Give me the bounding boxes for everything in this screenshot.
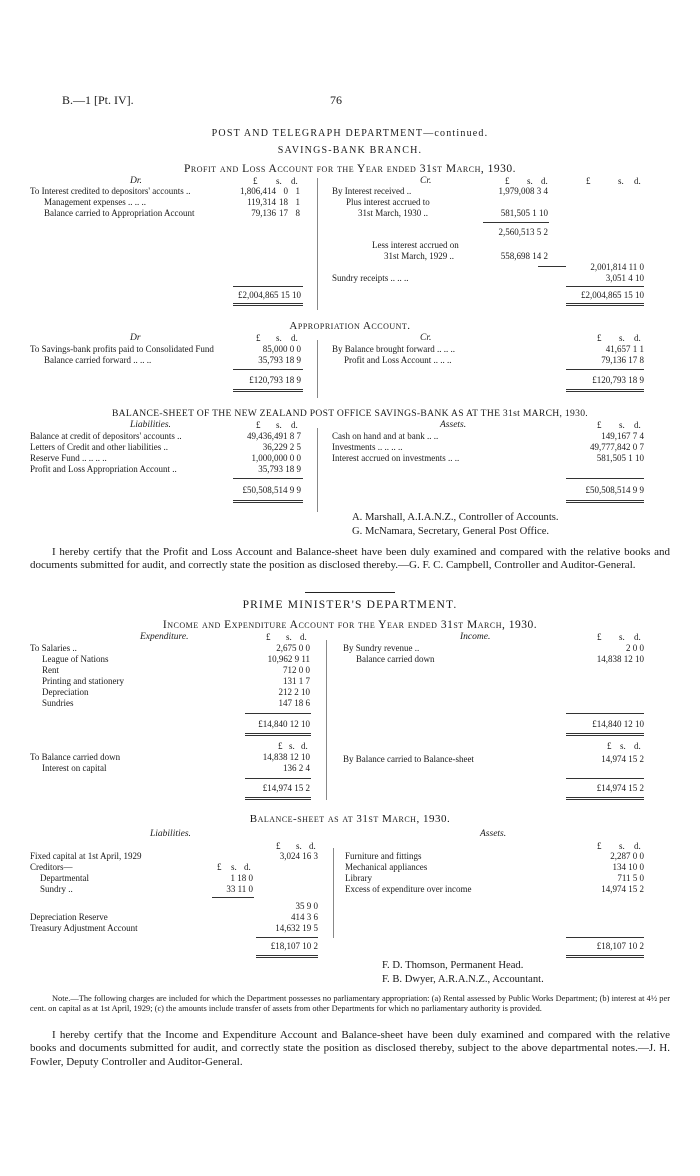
bs-left-label-3: Profit and Loss Appropriation Account .. [30, 464, 177, 474]
pm-cr-l-hdr: £ [217, 862, 222, 872]
inc2-l-hdr: £ [607, 741, 612, 751]
pm-sundry-amt: 33 11 0 [226, 884, 253, 894]
inc-amt-1: 14,838 12 10 [596, 654, 644, 664]
app-left-total: £120,793 18 9 [249, 375, 301, 385]
pl-left-s-0: 0 [283, 186, 288, 196]
bs-l-hdr-r: £ [597, 420, 602, 430]
exp-label-2: Rent [42, 665, 59, 675]
certification-post: I hereby certify that the Profit and Loss Account and Balance-sheet have been duly examined and compared with the relative books and documents submitted for audit, and correctly state the position as disclosed thereby.—G. F. C. Campbell, Controller and Auditor-General. [30, 546, 670, 572]
ie-l-hdr-r: £ [597, 632, 602, 642]
app-left-label-0: To Savings-bank profits paid to Consolidated Fund [30, 344, 214, 354]
app-title: Appropriation Account. [289, 320, 411, 332]
bs-d-hdr-r: d. [634, 420, 641, 430]
pl-left-label-0: To Interest credited to depositors' accounts .. [30, 186, 191, 196]
page-number: 76 [330, 93, 342, 107]
pl-s-hdr: s. [276, 176, 282, 186]
bs-left-amt-1: 36,229 2 5 [262, 442, 301, 452]
pl-l-hdr-r2: £ [586, 176, 591, 186]
app-cr-hdr: Cr. [420, 333, 432, 343]
bs-s-hdr: s. [276, 420, 282, 430]
inc2-label: By Balance carried to Balance-sheet [343, 754, 474, 764]
pl-left-l-2: 79,136 [251, 208, 276, 218]
exp-amt-5: 147 18 6 [278, 698, 310, 708]
branch-title: SAVINGS-BANK BRANCH. [277, 145, 423, 156]
pl-left-s-1: 18 [279, 197, 288, 207]
pm-fixed-amt: 3,024 16 3 [279, 851, 318, 861]
bs-left-total: £50,508,514 9 9 [242, 485, 301, 495]
exp2-total: £14,974 15 2 [262, 783, 310, 793]
pl-left-d-0: 1 [295, 186, 300, 196]
pl-right-interest: By Interest received .. [332, 186, 412, 196]
exp2-amt-0: 14,838 12 10 [262, 752, 310, 762]
bs-left-amt-3: 35,793 18 9 [258, 464, 301, 474]
bs-right-amt-0: 149,167 7 4 [601, 431, 644, 441]
pl-title: Profit and Loss Account for the Year ended 31st March, 1930. [184, 163, 516, 175]
exp-amt-2: 712 0 0 [283, 665, 310, 675]
ie-s-hdr-r: s. [619, 632, 625, 642]
inc2-s-hdr: s. [620, 741, 626, 751]
signature-marshall: A. Marshall, A.I.A.N.Z., Controller of Accounts. [352, 512, 559, 523]
ie-s-hdr: s. [286, 632, 292, 642]
ie-l-hdr: £ [266, 632, 271, 642]
pm-dep-amt: 414 3 6 [291, 912, 318, 922]
bs-assets-hdr: Assets. [440, 420, 467, 430]
pm-liab-hdr: Liabilities. [150, 829, 191, 839]
pl-right-less-amt: 558,698 14 2 [500, 251, 548, 261]
exp-amt-3: 131 1 7 [283, 676, 310, 686]
bs-right-label-0: Cash on hand and at bank .. .. [332, 431, 439, 441]
pm-asset-amt-1: 134 10 0 [612, 862, 644, 872]
app-right-label-1: Profit and Loss Account .. .. .. [344, 355, 452, 365]
pm-asset-label-1: Mechanical appliances [345, 862, 428, 872]
pm-treas-amt: 14,632 19 5 [275, 923, 318, 933]
pl-right-interest-amt: 1,979,008 3 4 [498, 186, 548, 196]
app-d-hdr-r: d. [634, 333, 641, 343]
pm-cr-d-hdr: d. [244, 862, 251, 872]
app-right-total: £120,793 18 9 [592, 375, 644, 385]
pm-asset-label-0: Furniture and fittings [345, 851, 422, 861]
pl-right-plus-amt: 581,505 1 10 [500, 208, 548, 218]
pl-right-sundry: Sundry receipts .. .. .. [332, 273, 409, 283]
pm-assets-total: £18,107 10 2 [596, 941, 644, 951]
app-right-amt-0: 41,657 1 1 [605, 344, 644, 354]
app-l-hdr-r: £ [597, 333, 602, 343]
exp2-amt-1: 136 2 4 [283, 763, 310, 773]
pl-left-d-1: 1 [295, 197, 300, 207]
bs-liab-hdr: Liabilities. [130, 420, 171, 430]
bs-left-amt-2: 1,000,000 0 0 [251, 453, 301, 463]
bs-left-label-1: Letters of Credit and other liabilities .. [30, 442, 168, 452]
pl-right-less1: Less interest accrued on [372, 240, 459, 250]
ie2-s-hdr: s. [289, 741, 295, 751]
pl-s-hdr-r1: s. [527, 176, 533, 186]
pl-l-hdr-r1: £ [505, 176, 510, 186]
pl-left-l-1: 119,314 [247, 197, 276, 207]
pl-right-plus2: 31st March, 1930 .. [358, 208, 428, 218]
pl-left-total: £2,004,865 15 10 [238, 290, 301, 300]
app-dr-hdr: Dr [130, 333, 141, 343]
dept-title-post: POST AND TELEGRAPH DEPARTMENT—continued. [211, 128, 489, 139]
bs-d-hdr: d. [291, 420, 298, 430]
pm-bs-d-hdr: d. [309, 841, 316, 851]
pm-asset-label-3: Excess of expenditure over income [345, 884, 472, 894]
departmental-note: Note.—The following charges are included for which the Department possesses no parliamentary appropriation: (a) Rental assessed by Public Works Department; (b) interest at 4½ per cent. on capital as at 1st April, 1929; (c) the amounts include transfer of assets from other Departments for which no parliamentary authority is provided. [30, 994, 670, 1013]
signature-mcnamara: G. McNamara, Secretary, General Post Office. [352, 526, 550, 537]
pl-right-sub-amt: 2,560,513 5 2 [498, 227, 548, 237]
app-left-amt-0: 85,000 0 0 [262, 344, 301, 354]
bs-title: BALANCE-SHEET OF THE NEW ZEALAND POST OFFICE SAVINGS-BANK AS AT THE 31st MARCH, 1930. [111, 408, 588, 419]
exp2-label-0: To Balance carried down [30, 752, 121, 762]
inc2-d-hdr: d. [634, 741, 641, 751]
exp-amt-4: 212 2 10 [278, 687, 310, 697]
certification-pm: I hereby certify that the Income and Expenditure Account and Balance-sheet have been duly examined and compared with the relative books and documents submitted for audit, and correctly state the position as disclosed thereby, subject to the above departmental notes.—J. H. Fowler, Deputy Controller and Auditor-General. [30, 1029, 670, 1068]
pm-bs-l-hdr-r: £ [597, 841, 602, 851]
exp-amt-1: 10,962 9 11 [267, 654, 310, 664]
exp-label-4: Depreciation [42, 687, 89, 697]
exp-hdr: Expenditure. [140, 632, 189, 642]
pl-dr-header: Dr. [130, 176, 142, 186]
inc-amt-0: 2 0 0 [626, 643, 644, 653]
pm-asset-amt-0: 2,287 0 0 [610, 851, 644, 861]
app-left-amt-1: 35,793 18 9 [258, 355, 301, 365]
pm-cred-sum: 35 9 0 [295, 901, 318, 911]
bs-left-amt-0: 49,436,491 8 7 [247, 431, 301, 441]
pl-right-net-amt: 2,001,814 11 0 [590, 262, 644, 272]
pm-treasury: Treasury Adjustment Account [30, 923, 138, 933]
pl-right-total: £2,004,865 15 10 [581, 290, 644, 300]
bs-left-label-2: Reserve Fund .. .. .. .. [30, 453, 107, 463]
exp-total: £14,840 12 10 [258, 719, 310, 729]
pm-liab-total: £18,107 10 2 [270, 941, 318, 951]
pl-s-hdr-r2: s. [618, 176, 624, 186]
pl-left-label-1: Management expenses .. .. .. [44, 197, 146, 207]
pl-d-hdr: d. [291, 176, 298, 186]
pm-sundry: Sundry .. [40, 884, 73, 894]
pl-left-l-0: 1,806,414 [240, 186, 276, 196]
bs-l-hdr: £ [256, 420, 261, 430]
page-reference: B.—1 [Pt. IV]. [62, 93, 134, 107]
exp-label-1: League of Nations [42, 654, 109, 664]
pm-bs-s-hdr-r: s. [619, 841, 625, 851]
pm-bs-d-hdr-r: d. [634, 841, 641, 851]
pm-bs-s-hdr: s. [296, 841, 302, 851]
signature-dwyer: F. B. Dwyer, A.R.A.N.Z., Accountant. [382, 974, 544, 985]
pl-left-s-2: 17 [279, 208, 288, 218]
bs-right-label-2: Interest accrued on investments .. .. [332, 453, 460, 463]
pm-creditors: Creditors— [30, 862, 73, 872]
bs-left-label-0: Balance at credit of depositors' accounts .. [30, 431, 182, 441]
pm-departmental: Departmental [40, 873, 89, 883]
exp-label-3: Printing and stationery [42, 676, 124, 686]
app-s-hdr: s. [276, 333, 282, 343]
ie-d-hdr: d. [300, 632, 307, 642]
exp-label-0: To Salaries .. [30, 643, 77, 653]
pm-depreciation-reserve: Depreciation Reserve [30, 912, 108, 922]
inc2-total: £14,974 15 2 [596, 783, 644, 793]
bs-right-amt-1: 49,777,842 0 7 [590, 442, 644, 452]
app-left-label-1: Balance carried forward .. .. .. [44, 355, 152, 365]
inc-hdr: Income. [460, 632, 491, 642]
bs-right-total: £50,508,514 9 9 [585, 485, 644, 495]
pl-left-label-2: Balance carried to Appropriation Account [44, 208, 195, 218]
pm-bs-l-hdr: £ [276, 841, 281, 851]
pm-assets-hdr: Assets. [480, 829, 507, 839]
app-d-hdr: d. [291, 333, 298, 343]
pl-right-less2: 31st March, 1929 .. [384, 251, 454, 261]
inc-total: £14,840 12 10 [592, 719, 644, 729]
bs-s-hdr-r: s. [619, 420, 625, 430]
inc2-amt: 14,974 15 2 [601, 754, 644, 764]
exp-amt-0: 2,675 0 0 [276, 643, 310, 653]
signature-thomson: F. D. Thomson, Permanent Head. [382, 960, 524, 971]
pl-left-d-2: 8 [295, 208, 300, 218]
exp-label-5: Sundries [42, 698, 74, 708]
pl-d-hdr-r1: d. [541, 176, 548, 186]
pm-bs-title: Balance-sheet as at 31st March, 1930. [249, 813, 451, 825]
ie2-d-hdr: d. [301, 741, 308, 751]
pm-asset-label-2: Library [345, 873, 372, 883]
ie-d-hdr-r: d. [634, 632, 641, 642]
app-l-hdr: £ [256, 333, 261, 343]
exp2-label-1: Interest on capital [42, 763, 107, 773]
pm-cr-s-hdr: s. [231, 862, 237, 872]
bs-right-amt-2: 581,505 1 10 [596, 453, 644, 463]
ie2-l-hdr: £ [278, 741, 283, 751]
app-right-amt-1: 79,136 17 8 [601, 355, 644, 365]
inc-label-1: Balance carried down [356, 654, 435, 664]
pl-right-sundry-amt: 3,051 4 10 [605, 273, 644, 283]
ie-title: Income and Expenditure Account for the Year ended 31st March, 1930. [162, 619, 538, 631]
pm-fixed-capital: Fixed capital at 1st April, 1929 [30, 851, 142, 861]
pl-right-plus1: Plus interest accrued to [346, 197, 430, 207]
pm-asset-amt-2: 711 5 0 [617, 873, 644, 883]
pl-cr-header: Cr. [420, 176, 432, 186]
pl-d-hdr-r2: d. [634, 176, 641, 186]
pm-dept-amt: 1 18 0 [230, 873, 253, 883]
app-s-hdr-r: s. [619, 333, 625, 343]
dept-title-pm: PRIME MINISTER'S DEPARTMENT. [242, 599, 458, 611]
bs-right-label-1: Investments .. .. .. .. [332, 442, 403, 452]
pl-l-hdr: £ [253, 176, 258, 186]
app-right-label-0: By Balance brought forward .. .. .. [332, 344, 455, 354]
inc-label-0: By Sundry revenue .. [343, 643, 420, 653]
pm-asset-amt-3: 14,974 15 2 [601, 884, 644, 894]
